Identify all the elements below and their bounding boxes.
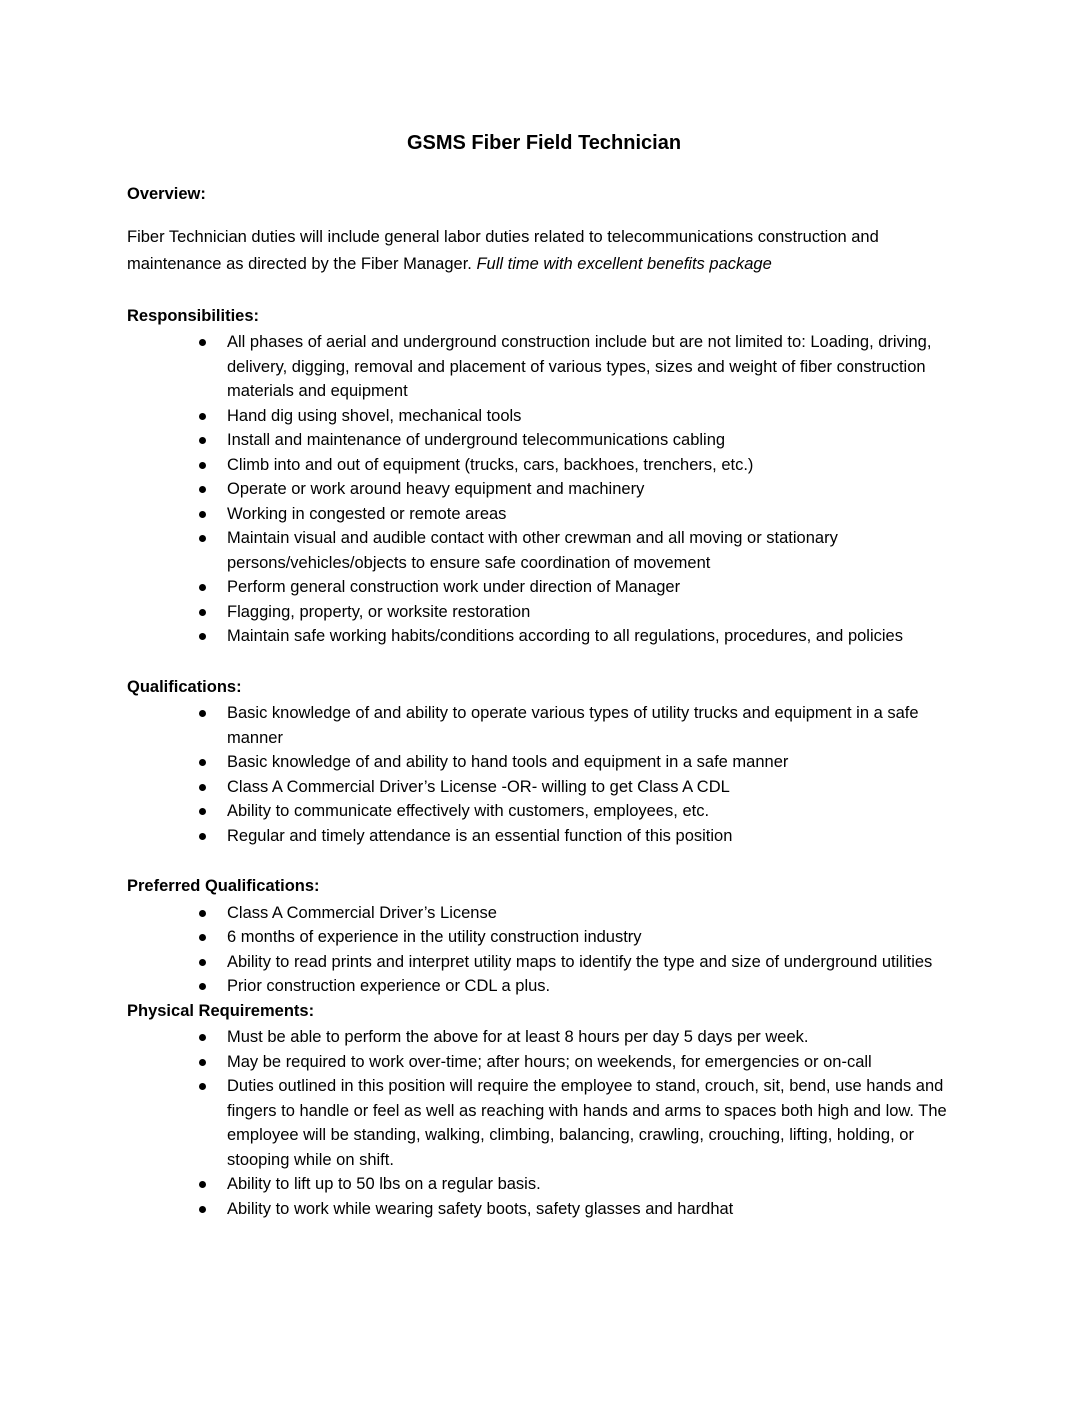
list-item: Basic knowledge of and ability to hand tools and equipment in a safe manner xyxy=(227,750,961,775)
section-overview xyxy=(127,182,961,278)
section-preferred-qualifications xyxy=(127,874,961,999)
list-item: Operate or work around heavy equipment and machinery xyxy=(227,477,961,502)
list-item: Flagging, property, or worksite restoration xyxy=(227,600,961,625)
responsibilities-list xyxy=(127,330,961,649)
physical-requirements-list xyxy=(127,1025,961,1221)
list-item: Class A Commercial Driver’s License xyxy=(227,901,961,926)
list-item: Basic knowledge of and ability to operate various types of utility trucks and equipment in a safe manner xyxy=(227,701,961,750)
list-item: Ability to communicate effectively with customers, employees, etc. xyxy=(227,799,961,824)
document-title: GSMS Fiber Field Technician xyxy=(406,132,682,154)
section-qualifications xyxy=(127,675,961,849)
preferred-qualifications-list xyxy=(127,901,961,999)
list-item: Maintain visual and audible contact with other crewman and all moving or stationary persons/vehicles/objects to ensure safe coordination of movement xyxy=(227,526,961,575)
overview-heading: Overview: xyxy=(127,185,206,203)
list-item: Maintain safe working habits/conditions according to all regulations, procedures, and policies xyxy=(227,624,961,649)
list-item: Regular and timely attendance is an essential function of this position xyxy=(227,824,961,849)
list-item: Ability to work while wearing safety boots, safety glasses and hardhat xyxy=(227,1197,961,1222)
responsibilities-heading: Responsibilities: xyxy=(127,306,260,325)
list-item: All phases of aerial and underground construction include but are not limited to: Loading, driving, delivery, digging, removal and placement of various types, sizes and weight of fiber construction materials and equipment xyxy=(227,330,961,404)
list-item: Perform general construction work under direction of Manager xyxy=(227,575,961,600)
preferred-qualifications-heading: Preferred Qualifications: xyxy=(127,877,320,895)
list-item: Class A Commercial Driver’s License -OR- willing to get Class A CDL xyxy=(227,775,961,800)
list-item: Climb into and out of equipment (trucks, cars, backhoes, trenchers, etc.) xyxy=(227,453,961,478)
list-item: Working in congested or remote areas xyxy=(227,502,961,527)
overview-italic-text: Full time with excellent benefits package xyxy=(476,254,772,273)
list-item: Prior construction experience or CDL a plus. xyxy=(227,974,961,999)
list-item: Duties outlined in this position will require the employee to stand, crouch, sit, bend, use hands and fingers to handle or feel as well as reaching with hands and arms to spaces both high and low. The employee will be standing, walking, climbing, balancing, crawling, crouching, lifting, holding, or stooping while on shift. xyxy=(227,1074,961,1172)
list-item: Ability to read prints and interpret utility maps to identify the type and size of underground utilities xyxy=(227,950,961,975)
list-item: Ability to lift up to 50 lbs on a regular basis. xyxy=(227,1172,961,1197)
qualifications-heading: Qualifications: xyxy=(127,677,242,696)
physical-requirements-heading: Physical Requirements: xyxy=(127,1001,315,1020)
list-item: Must be able to perform the above for at least 8 hours per day 5 days per week. xyxy=(227,1025,961,1050)
section-physical-requirements xyxy=(127,999,961,1222)
overview-text: Fiber Technician duties will include general labor duties related to telecommunications construction and maintenance as directed by the Fiber Manager. xyxy=(127,227,879,273)
list-item: 6 months of experience in the utility construction industry xyxy=(227,925,961,950)
section-responsibilities xyxy=(127,304,961,649)
overview-paragraph xyxy=(127,224,961,278)
list-item: Hand dig using shovel, mechanical tools xyxy=(227,404,961,429)
list-item: Install and maintenance of underground telecommunications cabling xyxy=(227,428,961,453)
qualifications-list xyxy=(127,701,961,848)
list-item: May be required to work over-time; after hours; on weekends, for emergencies or on-call xyxy=(227,1050,961,1075)
